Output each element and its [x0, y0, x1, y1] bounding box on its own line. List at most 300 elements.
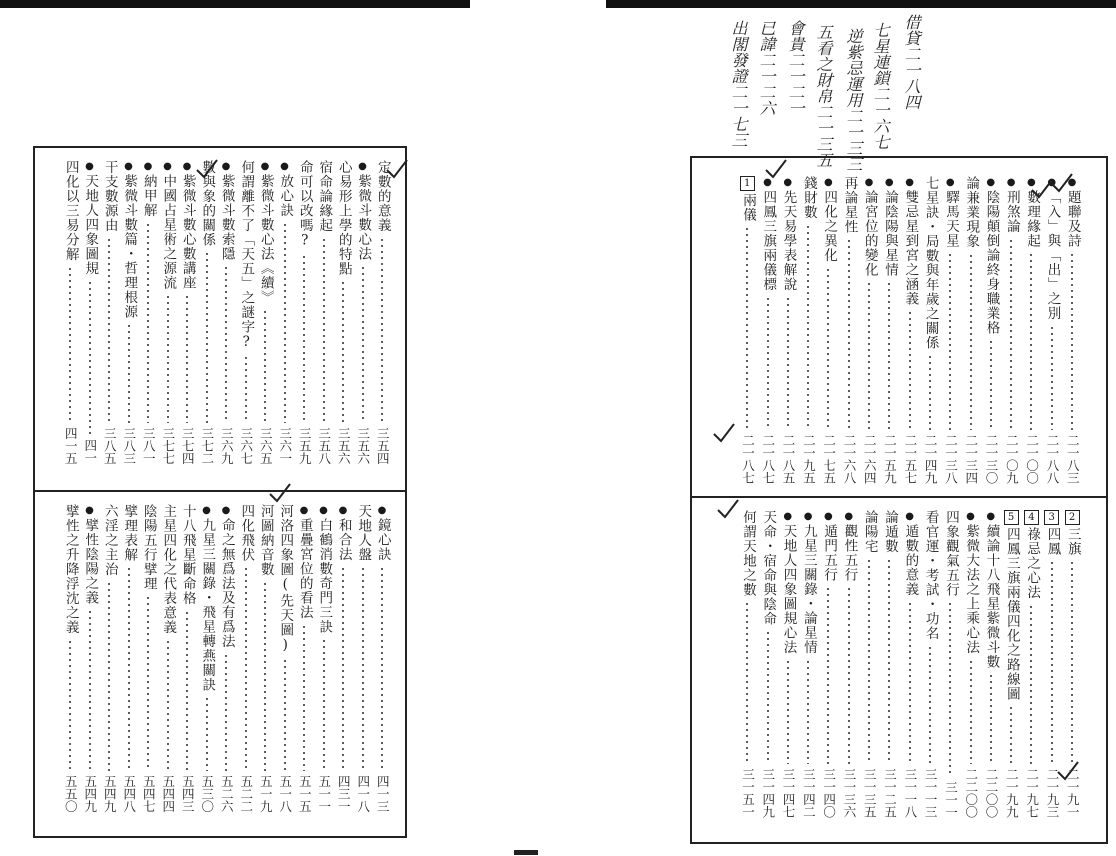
toc-entry-page: 二二〇〇	[984, 768, 1000, 818]
dot-leader	[342, 566, 344, 771]
toc-entry	[818, 510, 838, 818]
bullet-icon: ●	[986, 511, 996, 522]
toc-entry-page: 二一〇〇	[1024, 434, 1040, 484]
bullet-icon: ●	[163, 161, 172, 172]
toc-entry-title: 遁門五行	[821, 524, 838, 582]
check-mark-icon	[195, 158, 219, 180]
dot-leader	[848, 238, 850, 430]
toc-entry	[900, 510, 920, 818]
dot-leader	[303, 254, 305, 423]
toc-entry-page: 五三〇	[199, 774, 215, 812]
toc-entry	[236, 160, 256, 464]
toc-entry-title: 宿命論緣起	[316, 160, 333, 233]
toc-entry-title: 四象觀氣五行	[942, 510, 959, 597]
dot-leader	[206, 696, 208, 771]
toc-entry-title: 何謂離不了「天五」之謎字?	[238, 160, 255, 351]
dot-leader	[128, 566, 130, 771]
toc-entry	[1021, 176, 1041, 484]
toc-entry	[798, 176, 818, 484]
toc-entry	[940, 176, 960, 484]
toc-entry-page: 四一五	[63, 426, 79, 464]
toc-entry	[138, 504, 158, 812]
dot-leader	[767, 630, 769, 764]
toc-entry-page: 五四八	[121, 774, 137, 812]
dot-leader	[186, 610, 188, 771]
dot-leader	[1030, 604, 1032, 765]
dot-leader	[264, 309, 266, 423]
toc-entry-title: 四鳳	[1044, 527, 1061, 556]
toc-entry-page: 三五八	[316, 426, 332, 464]
bullet-icon: ●	[260, 161, 270, 172]
toc-entry-title: 十八飛星斷命格	[179, 504, 196, 606]
toc-entry-page: 三七七	[160, 426, 176, 464]
dot-leader	[1051, 560, 1053, 764]
dot-leader	[89, 609, 91, 771]
toc-entry-page: 二一八五	[781, 434, 797, 484]
toc-entry	[275, 504, 295, 812]
dot-leader	[225, 653, 227, 771]
dot-leader	[949, 252, 951, 430]
toc-entry-title: 驛馬天星	[942, 190, 959, 248]
toc-entry-title: 重疊宮位的看法	[296, 518, 313, 620]
dot-leader	[787, 659, 789, 765]
bullet-icon: ●	[884, 177, 894, 188]
toc-entry	[737, 510, 757, 818]
handwritten-note: 會貴二一二一	[786, 20, 805, 116]
toc-entry-title: 命可以改嗎?	[296, 160, 313, 250]
toc-entry-page: 二一九三	[1044, 768, 1060, 818]
toc-entry-page: 五一九	[258, 774, 274, 812]
toc-entry	[275, 160, 295, 464]
dot-leader	[767, 296, 769, 431]
toc-entry-page: 二一八三	[1065, 434, 1081, 484]
toc-entry-title: 題聯及詩	[1064, 190, 1081, 248]
toc-entry-page: 五二六	[219, 774, 235, 812]
toc-entry	[758, 176, 778, 484]
toc-entry-page: 二一三八	[943, 434, 959, 484]
toc-entry-page: 三七四	[180, 426, 196, 464]
bullet-icon: ●	[1047, 177, 1057, 188]
toc-entry-page: 二一八七	[740, 434, 756, 484]
toc-entry	[255, 504, 275, 812]
toc-entry	[353, 160, 373, 464]
dot-leader	[381, 566, 383, 771]
dot-leader	[949, 601, 951, 777]
toc-entry	[60, 504, 80, 812]
toc-entry-page: 二一九一	[1065, 768, 1081, 818]
toc-entry-page: 三八一	[141, 426, 157, 464]
dot-leader	[929, 645, 931, 765]
dot-leader	[909, 310, 911, 430]
toc-entry	[80, 504, 100, 812]
toc-entry-title: 論陰陽與星情	[882, 190, 899, 277]
dot-leader	[868, 558, 870, 765]
toc-entry-title: 紫微大法之上乘心法	[963, 524, 980, 655]
toc-entry-title: 觀性五行	[841, 524, 858, 582]
bullet-icon: ●	[299, 505, 309, 516]
bullet-icon: ●	[182, 161, 192, 172]
toc-entry	[216, 504, 236, 812]
toc-entry	[920, 176, 940, 484]
dot-leader	[1071, 560, 1073, 764]
bullet-icon: ●	[803, 511, 813, 522]
toc-entry-page: 五四九	[102, 774, 118, 812]
bullet-icon: ●	[85, 161, 94, 172]
toc-entry-title: 四化飛伏	[238, 504, 255, 562]
dot-leader	[746, 226, 748, 430]
toc-entry	[197, 160, 217, 464]
toc-entry-title: 雙忌星到宮之涵義	[902, 190, 919, 306]
toc-entry-title: 紫微斗數心法《續》	[257, 174, 274, 305]
dot-leader	[1010, 705, 1012, 764]
toc-entry-title: 天命・宿命與陰命	[760, 510, 777, 626]
scan-mark	[514, 850, 538, 855]
toc-entry-page: 二一九七	[1024, 768, 1040, 818]
dot-leader	[1010, 238, 1012, 431]
dot-leader	[827, 586, 829, 764]
toc-entry	[961, 176, 981, 484]
toc-entry-page: 五四九	[82, 774, 98, 812]
entry-number-box: 1	[740, 176, 755, 191]
check-mark-icon	[764, 158, 788, 180]
toc-entry-page: 三一二五	[882, 768, 898, 818]
toc-entry	[99, 160, 119, 464]
bullet-icon: ●	[763, 177, 772, 188]
dot-leader	[323, 638, 325, 771]
toc-entry-page: 五四七	[141, 774, 157, 812]
toc-entry-title: 論兼業現象	[963, 176, 980, 249]
check-mark-icon	[1056, 760, 1080, 782]
handwritten-note: 七星連鎖二一六七	[871, 22, 890, 150]
toc-entry-title: 續論十八飛星紫微斗數	[983, 524, 1000, 669]
bullet-icon: ●	[986, 177, 996, 188]
dot-leader	[186, 294, 188, 423]
bullet-icon: ●	[280, 161, 289, 172]
dot-leader	[69, 266, 71, 423]
toc-entry	[778, 510, 798, 818]
toc-entry-title: 命之無爲法及有爲法	[218, 518, 235, 649]
toc-entry-page: 二一八八	[1044, 434, 1060, 484]
toc-entry	[80, 160, 100, 464]
toc-entry-title: 干支數源由	[101, 160, 118, 233]
toc-entry-title: 先天易學表解說	[780, 190, 797, 292]
toc-entry-page: 二一〇九	[1004, 434, 1020, 484]
toc-entry-title: 天地人四象圖規	[82, 174, 99, 276]
bullet-icon: ●	[864, 177, 874, 188]
check-mark-icon	[712, 422, 736, 444]
dot-leader	[284, 222, 286, 423]
toc-entry-page: 二一五七	[902, 434, 918, 484]
toc-entry-title: 心易形上學的特點	[335, 160, 352, 276]
dot-leader	[848, 586, 850, 764]
toc-entry	[158, 160, 178, 464]
toc-entry	[372, 504, 392, 812]
toc-entry-title: 陰陽顛倒論終身職業格	[983, 190, 1000, 335]
dot-leader	[929, 354, 931, 430]
dot-leader	[1071, 252, 1073, 430]
toc-entry-page: 五一五	[297, 774, 313, 812]
dot-leader	[245, 355, 247, 423]
toc-entry-title: 論遁數	[882, 510, 899, 554]
toc-entry-page: 二一三四	[963, 434, 979, 484]
toc-entry	[758, 510, 778, 818]
check-mark-icon	[1030, 177, 1057, 200]
toc-entry-page: 二一六四	[862, 434, 878, 484]
toc-entry-title: 遁數的意義	[902, 524, 919, 597]
dot-leader	[264, 581, 266, 771]
toc-entry	[60, 160, 80, 464]
toc-entry-title: 放心訣	[277, 174, 294, 218]
toc-entry-title: 紫微斗數心數講座	[179, 174, 196, 290]
entry-number-box: 3	[1044, 510, 1059, 525]
toc-entry-page: 三七二	[199, 426, 215, 464]
toc-entry	[372, 160, 392, 464]
dot-leader	[69, 639, 71, 771]
toc-entry-title: 錢財數	[800, 176, 817, 220]
dot-leader	[245, 566, 247, 771]
bullet-icon: ●	[377, 505, 387, 516]
bullet-icon: ●	[319, 505, 328, 516]
toc-entry	[333, 504, 353, 812]
toc-entry	[818, 176, 838, 484]
toc-entry-title: 和合法	[335, 518, 352, 562]
toc-entry	[1062, 176, 1082, 484]
toc-entry	[333, 160, 353, 464]
dot-leader	[362, 566, 364, 771]
toc-entry-title: 論宮位的變化	[861, 190, 878, 277]
toc-entry	[216, 160, 236, 464]
toc-entry	[778, 176, 798, 484]
bullet-icon: ●	[221, 161, 231, 172]
dot-leader	[167, 639, 169, 771]
toc-entry-page: 五四三	[180, 774, 196, 812]
toc-entry	[859, 176, 879, 484]
dot-leader	[888, 281, 890, 430]
bullet-icon: ●	[221, 505, 231, 516]
toc-entry-title: 論陽宅	[861, 510, 878, 554]
toc-entry-title: 數理緣起	[1024, 190, 1041, 248]
toc-entry-page: 二一三〇	[984, 434, 1000, 484]
toc-entry	[1001, 176, 1021, 484]
toc-entry-page: 三八五	[102, 426, 118, 464]
entry-number-box: 2	[1065, 510, 1080, 525]
entry-number-box: 4	[1024, 510, 1039, 525]
toc-entry-page: 五四四	[160, 774, 176, 812]
toc-entry-title: 陰陽五行擘理	[140, 504, 157, 591]
toc-entry-page: 三一四九	[760, 768, 776, 818]
bullet-icon: ●	[124, 161, 133, 172]
toc-entry-title: 紫微斗數篇・哲理根源	[121, 174, 138, 319]
toc-entry-page: 三一一	[943, 780, 959, 818]
dot-leader	[827, 267, 829, 431]
toc-entry-title: 四鳳三旗兩儀四化之路線圖	[1003, 527, 1020, 701]
dot-leader	[225, 265, 227, 423]
toc-entry	[940, 510, 960, 818]
toc-entry	[981, 176, 1001, 484]
toc-entry-title: 九星三關錄・論星情	[800, 524, 817, 655]
check-mark-icon	[268, 482, 292, 504]
toc-entry	[119, 504, 139, 812]
toc-entry-title: 四化以三易分解	[62, 160, 79, 262]
toc-entry-title: 四鳳三旗兩儀標	[760, 190, 777, 292]
bullet-icon: ●	[202, 505, 211, 516]
dot-leader	[990, 673, 992, 764]
bullet-icon: ●	[783, 177, 793, 188]
toc-entry-page: 三一一八	[902, 768, 918, 818]
toc-entry-page: 三五九	[297, 426, 313, 464]
toc-entry-page: 二一九九	[1004, 768, 1020, 818]
bullet-icon: ●	[905, 177, 914, 188]
toc-entry-page: 二一四九	[923, 434, 939, 484]
bullet-icon: ●	[966, 511, 975, 522]
toc-entry-title: 六淫之主治	[101, 504, 118, 577]
toc-entry-title: 看官運・考試・功名	[922, 510, 939, 641]
dot-leader	[284, 658, 286, 771]
dot-leader	[128, 323, 130, 423]
toc-entry-page: 三八三	[121, 426, 137, 464]
left-section-divider	[33, 490, 407, 492]
toc-entry	[255, 160, 275, 464]
toc-entry-title: 三旗	[1064, 527, 1081, 556]
bullet-icon: ●	[824, 511, 833, 522]
scan-edge-right	[606, 0, 1116, 8]
handwritten-note: 五看之財帛二一三五	[814, 24, 833, 168]
entry-number-box: 5	[1004, 510, 1019, 525]
dot-leader	[147, 595, 149, 771]
toc-entry-title: 祿忌之心法	[1024, 527, 1041, 600]
bullet-icon: ●	[783, 511, 793, 522]
toc-entry	[798, 510, 818, 818]
toc-entry	[314, 504, 334, 812]
toc-entry-title: 河圖納音數	[257, 504, 274, 577]
dot-leader	[147, 222, 149, 423]
toc-entry-page: 二二〇〇	[963, 768, 979, 818]
bullet-icon: ●	[844, 511, 854, 522]
toc-entry	[1001, 510, 1021, 818]
toc-entry-title: 何謂天地之數	[739, 510, 756, 597]
dot-leader	[1030, 252, 1032, 430]
handwritten-note: 已諱二一二六	[757, 20, 776, 116]
dot-leader	[342, 280, 344, 423]
bullet-icon: ●	[945, 177, 955, 188]
toc-entry-title: 再論星性	[841, 176, 858, 234]
dot-leader	[970, 659, 972, 765]
toc-entry-title: 鏡心訣	[374, 518, 391, 562]
bullet-icon: ●	[1027, 177, 1036, 188]
dot-leader	[323, 237, 325, 423]
toc-entry-title: 河洛四象圖(先天圖)	[277, 504, 294, 654]
toc-entry	[158, 504, 178, 812]
toc-entry-title: 主星四化之代表意義	[160, 504, 177, 635]
check-mark-icon	[385, 158, 409, 180]
dot-leader	[303, 624, 305, 771]
check-mark-icon	[716, 498, 740, 520]
toc-entry	[294, 160, 314, 464]
dot-leader	[909, 601, 911, 765]
toc-entry-title: 天地人四象圖規心法	[780, 524, 797, 655]
toc-entry	[294, 504, 314, 812]
dot-leader	[167, 294, 169, 423]
toc-entry-page: 五一八	[277, 774, 293, 812]
toc-entry-title: 納甲解	[140, 174, 157, 218]
toc-entry	[737, 176, 757, 484]
toc-entry-page: 二一九五	[801, 434, 817, 484]
toc-entry-page: 二一五九	[882, 434, 898, 484]
bullet-icon: ●	[905, 511, 914, 522]
toc-entry-page: 三一四二	[801, 768, 817, 818]
toc-entry-title: 紫微斗數心法	[355, 174, 372, 261]
toc-entry-title: 「入」與「出」之別	[1044, 190, 1061, 321]
toc-entry-page: 三一四〇	[821, 768, 837, 818]
toc-entry	[920, 510, 940, 818]
toc-entry	[197, 504, 217, 812]
toc-entry-title: 擘理表解	[121, 504, 138, 562]
toc-entry	[138, 160, 158, 464]
dot-leader	[888, 558, 890, 765]
toc-entry	[99, 504, 119, 812]
dot-leader	[206, 251, 208, 423]
dot-leader	[746, 601, 748, 764]
toc-entry-page: 四三一	[336, 774, 352, 812]
toc-entry	[879, 510, 899, 818]
toc-entry	[236, 504, 256, 812]
toc-entry-title: 兩儀	[739, 193, 756, 222]
dot-leader	[89, 280, 91, 436]
toc-entry-page: 三一三六	[841, 768, 857, 818]
toc-entry-page: 二一七五	[821, 434, 837, 484]
bullet-icon: ●	[1067, 177, 1077, 188]
dot-leader	[787, 296, 789, 431]
toc-entry	[119, 160, 139, 464]
toc-entry-page: 四一三	[375, 774, 391, 812]
dot-leader	[362, 265, 364, 423]
toc-entry-page: 三六七	[238, 426, 254, 464]
toc-entry	[177, 504, 197, 812]
toc-entry-title: 白鶴消數奇門三訣	[316, 518, 333, 634]
toc-entry-page: 五二二	[238, 774, 254, 812]
toc-entry-page: 四一	[82, 439, 98, 464]
bullet-icon: ●	[338, 505, 348, 516]
dot-leader	[1051, 325, 1053, 431]
toc-entry-page: 二一八七	[760, 434, 776, 484]
toc-entry-page: 三六一	[277, 426, 293, 464]
bullet-icon: ●	[824, 177, 833, 188]
toc-entry-title: 刑煞論	[1003, 190, 1020, 234]
handwritten-note: 借貸二一八四	[902, 14, 921, 110]
scan-edge-left	[0, 0, 470, 8]
toc-entry-title: 數與象的關係	[199, 160, 216, 247]
toc-entry-page: 二一六八	[841, 434, 857, 484]
toc-entry-page: 五一一	[316, 774, 332, 812]
dot-leader	[970, 253, 972, 431]
toc-entry-title: 擘性之升降浮沈之義	[62, 504, 79, 635]
toc-entry-title: 九星三關錄・飛星轉燕關訣	[199, 518, 216, 692]
dot-leader	[807, 659, 809, 765]
toc-entry-page: 三一四七	[781, 768, 797, 818]
bullet-icon: ●	[143, 161, 153, 172]
toc-entry	[961, 510, 981, 818]
toc-entry	[879, 176, 899, 484]
handwritten-note: 逆紫忌運用二一三三	[844, 28, 863, 172]
dot-leader	[807, 224, 809, 431]
toc-entry-page: 三一三五	[862, 768, 878, 818]
toc-entry-page: 三六五	[258, 426, 274, 464]
bullet-icon: ●	[85, 505, 94, 516]
toc-entry-page: 五五〇	[63, 774, 79, 812]
toc-entry	[314, 160, 334, 464]
toc-entry-title: 七星訣・局數與年歲之關係	[922, 176, 939, 350]
dot-leader	[381, 237, 383, 423]
